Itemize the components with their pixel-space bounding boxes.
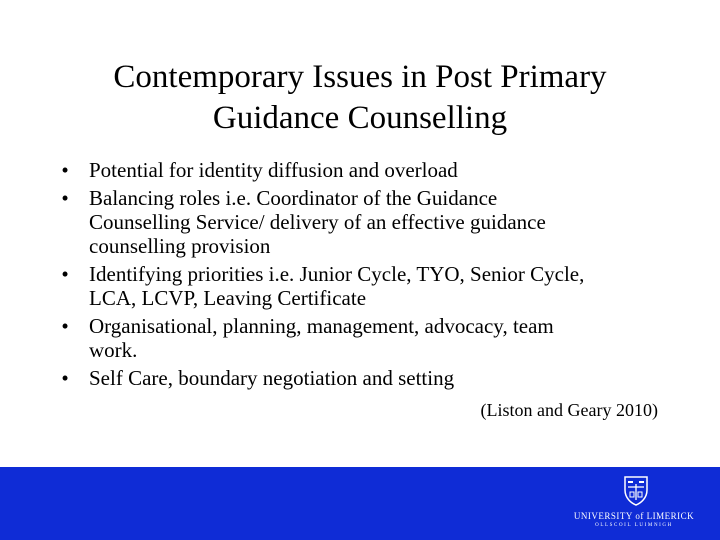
bullet-list <box>55 158 675 394</box>
university-name: UNIVERSITY of LIMERICK <box>573 511 695 521</box>
university-logo <box>568 475 700 533</box>
bullet-item-5 <box>55 366 675 390</box>
bullet-item-1 <box>55 158 675 182</box>
title-line-2: Guidance Counselling <box>212 100 508 136</box>
bullet-marker: • <box>61 366 69 390</box>
bullet-text-line-1: Balancing roles i.e. Coordinator of the Guidance <box>89 186 498 210</box>
bullet-marker: • <box>61 314 69 338</box>
bullet-marker: • <box>61 262 69 286</box>
title-line-1: Contemporary Issues in Post Primary <box>113 59 607 95</box>
bullet-item-2 <box>55 186 675 258</box>
citation: (Liston and Geary 2010) <box>480 400 658 420</box>
bullet-text-line-1: Organisational, planning, management, advocacy, team <box>89 314 554 338</box>
bullet-text: Self Care, boundary negotiation and setting <box>89 366 455 390</box>
bullet-marker: • <box>61 158 69 182</box>
bullet-item-3 <box>55 262 675 310</box>
slide-title <box>40 57 680 139</box>
university-subname: OLLSCOIL LUIMNIGH <box>595 523 673 528</box>
bullet-text-line-3: counselling provision <box>89 234 271 258</box>
bullet-text-line-1: Identifying priorities i.e. Junior Cycle, TYO, Senior Cycle, <box>89 262 585 286</box>
bullet-text: Potential for identity diffusion and overload <box>89 158 458 182</box>
bullet-marker: • <box>61 186 69 210</box>
bullet-text-line-2: LCA, LCVP, Leaving Certificate <box>89 286 367 310</box>
bullet-item-4 <box>55 314 675 362</box>
bullet-text-line-2: work. <box>89 338 138 362</box>
bullet-text-line-2: Counselling Service/ delivery of an effective guidance <box>89 210 546 234</box>
university-crest-icon <box>621 475 651 507</box>
